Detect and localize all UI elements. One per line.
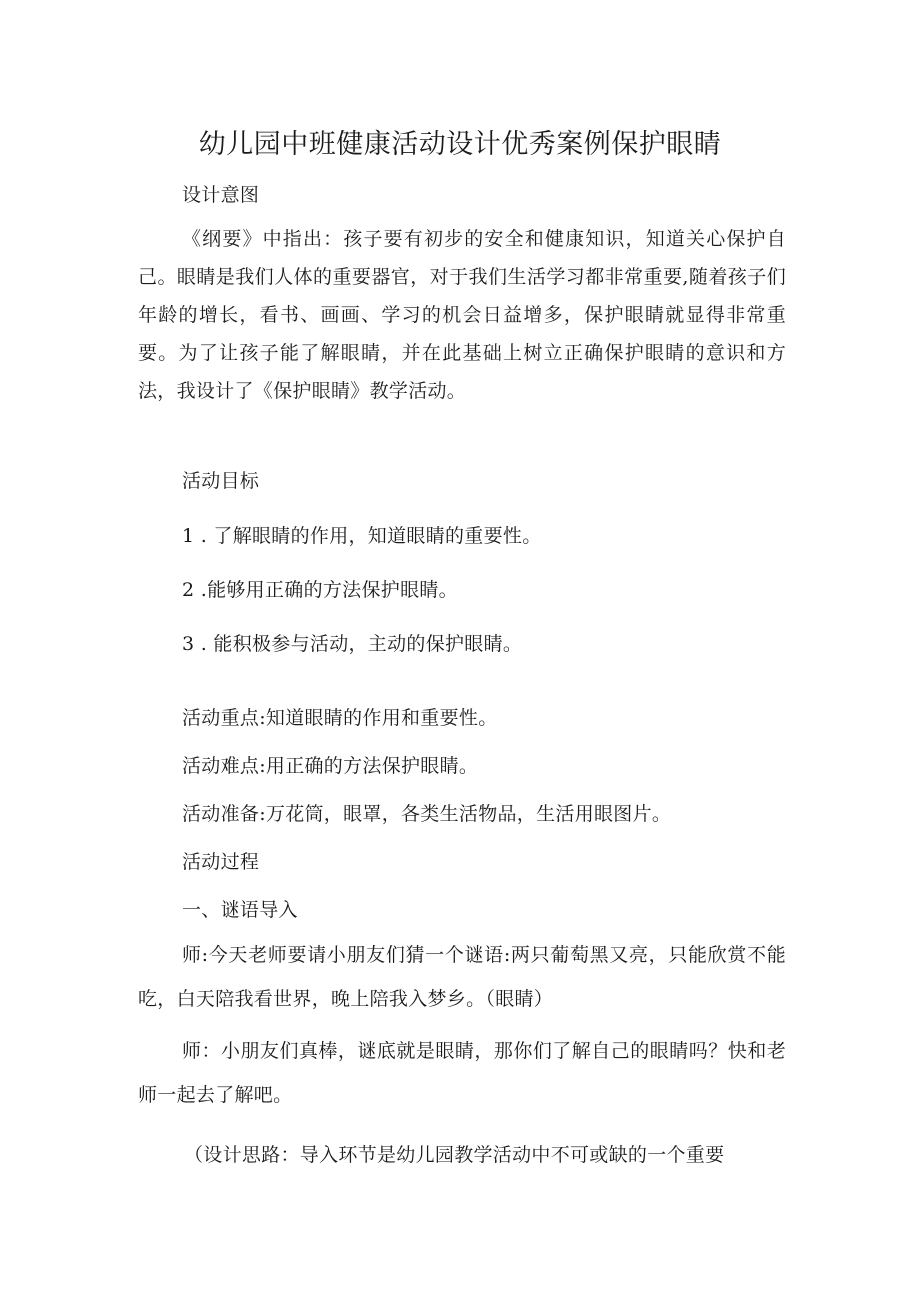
dialogue-paragraph: 师:今天老师要请小朋友们猜一个谜语:两只葡萄黑又亮，只能欣赏不能吃，白天陪我看世界，晚上陪我入梦乡。（眼睛） xyxy=(138,944,786,1010)
goal-item: 1 . 了解眼睛的作用，知道眼睛的重要性。 xyxy=(182,525,542,547)
goal-item: 3 . 能积极参与活动，主动的保护眼睛。 xyxy=(182,633,523,655)
section-heading-goals: 活动目标 xyxy=(182,470,260,492)
section-heading-design-intent: 设计意图 xyxy=(182,184,260,206)
preparation: 活动准备:万花筒，眼罩，各类生活物品，生活用眼图片。 xyxy=(182,803,672,825)
document-title: 幼儿园中班健康活动设计优秀案例保护眼睛 xyxy=(198,129,722,160)
design-thought-note: （设计思路：导入环节是幼儿园教学活动中不可或缺的一个重要 xyxy=(184,1144,725,1166)
goal-item: 2 .能够用正确的方法保护眼睛。 xyxy=(182,579,458,601)
difficulty: 活动难点:用正确的方法保护眼睛。 xyxy=(182,755,479,777)
dialogue-paragraph: 师：小朋友们真棒，谜底就是眼睛，那你们了解自己的眼睛吗？快和老师一起去了解吧。 xyxy=(138,1040,786,1106)
intent-paragraph: 《纲要》中指出：孩子要有初步的安全和健康知识，知道关心保护自己。眼睛是我们人体的重要器官，对于我们生活学习都非常重要,随着孩子们年龄的增长，看书、画画、学习的机会日益增多，保护眼睛就显得非常重要。为了让孩子能了解眼睛，并在此基础上树立正确保护眼睛的意识和方法，我设计了《保护眼睛》教学活动。 xyxy=(138,228,786,402)
key-point: 活动重点:知道眼睛的作用和重要性。 xyxy=(182,707,498,729)
section-heading-process: 活动过程 xyxy=(182,851,260,873)
step-heading: 一、谜语导入 xyxy=(182,899,298,921)
